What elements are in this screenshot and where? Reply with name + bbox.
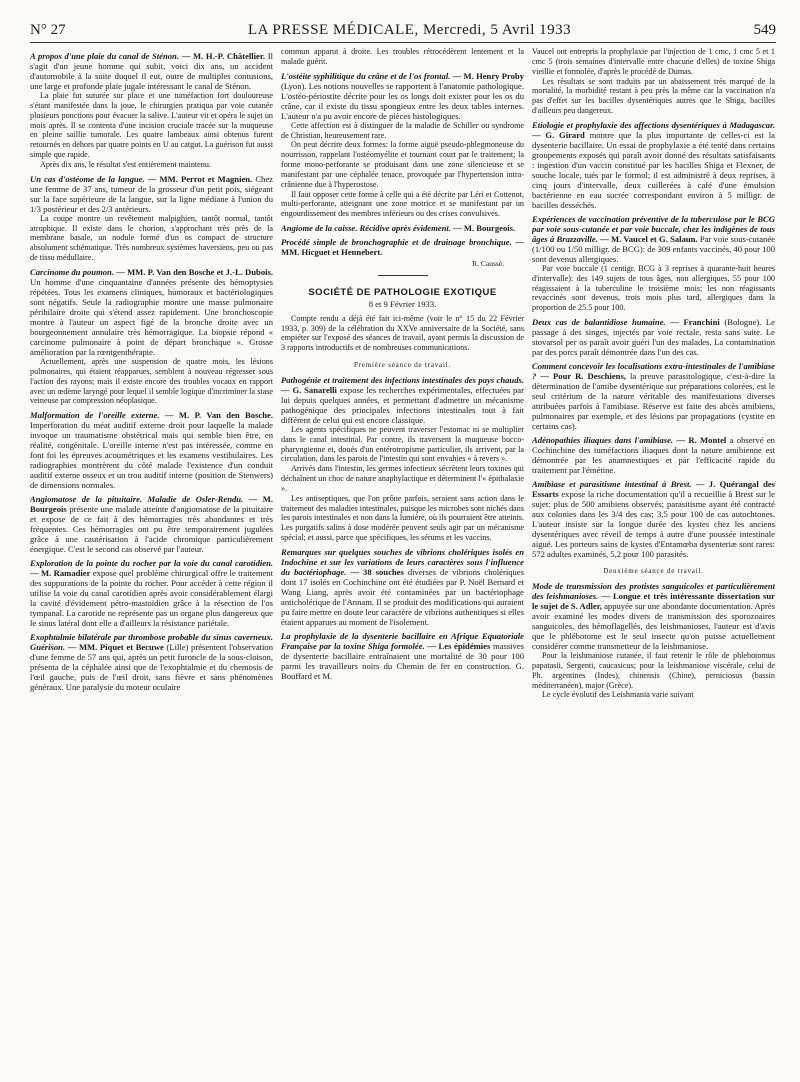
article-text: expose quel problème chirurgical offre le traitement des suppurations de la pointe du rocher. Pour accéder à cette région il utilise la voie du canal carotidien après avoir considérablement élargi la cavité d'évidement pétro-mastoïdien grâce à la résection de l'os tympanal. La carotide ne représente pas un organe plus dangereux que le sinus latéral dont elle a d'ailleurs la résistance pariétale. [30,568,273,629]
article-title: Expériences de vaccination préventive de la tuberculose par le BCG par voie sous-cutanée et par voie buccale, chez les indigènes de tous âges à Brazzaville. [532,213,775,244]
article-text: (Lyon). Les notions nouvelles se rapportent à l'anatomie pathologique. L'ostéo-périostite décrite pour les os longs doit exister pour les os du crâne, car il existe du tissu spongieux entre les deux tables internes. L'auteur n'a pu avoir encore de pièces histologiques. [281,80,524,121]
article-title: Etiologie et prophylaxie des affections dysentériques à Madagascar. [532,119,775,130]
article-text: Il s'agit d'un jeune homme qui subit, voici dix ans, un accident d'automobile à la suite duquel il eut, outre de multiples contusions, une large et profonde plaie jugale intéressant le canal de Sténon. [30,51,273,91]
article-authors: — M. H.-P. Châtellier. [181,51,266,61]
article-exophtalmie [30,632,273,692]
article-localisations-amibiase [532,361,775,431]
article-text: présente une malade atteinte d'angiomatose de la pituitaire et expose de ce fait à des hémorragies très abondantes et très fréquentes. Ces hémorragies ont pu être temporairement jugulées grâce à une cautérisation à l'acide chromique particulièrement énergique. C'est le second cas observé par l'auteur. [30,504,273,555]
article-authors: — 38 souches [350,567,404,577]
article-madagascar [532,120,775,210]
article-text: montre que la plus importante de celles-ci est la dysenterie bacillaire. Un essai de prophylaxie a été tenté dans certains groupements exposés qui paraît avoir donné des résultats satisfaisants : ingestion d'un vaccin constitué par les bacilles Shiga et Flexner, de souche locale, tués par le formol; il est administré à deux reprises, à cinq jours d'intervalle, deux cuillerées à café d'une émulsion bactérienne en eau sucrée correspondant environ à 5 milligr. de bacilles desséchés. [532,129,775,210]
article-title: Angiome de la caisse. Récidive après évidement. [281,223,451,234]
session-heading: Première séance de travail. [353,361,451,370]
article-title: Un cas d'ostéome de la langue. [30,173,145,184]
article-text: la preuve parasitologique, c'est-à-dire la détermination de l'amibe dysentérique sur préparations colorées, est le seul critérium de la nature véritable des manifestations diverses attribuées parfois à l'amibiase. Réserve est faite des abcès amibiens, pulmonaires par exemple, et des lésions par propagations (cystite en certains cas). [532,371,775,432]
article-authors: — Franchini [670,317,720,328]
article-pointe-rocher [30,558,273,628]
article-vibrions-choleriques [281,547,524,627]
columns [30,47,776,1077]
article-text: Un homme d'une cinquantaine d'années présente des hémoptysies répétées. Tous les examens cliniques, humoraux et bactériologiques sont négatifs. Seule la radiographie montre une masse pulmonaire périhilaire droite qui s'étend assez rapidement. Une bronchoscopie montre à l'auteur un aspect figé de la bronche droite avec un bourgeonnement annulaire très hémorragique. La biopsie répond « carcinome pulmonaire à point de départ bronchique ». Grosse amélioration par la rœntgenthérapie. [30,276,273,357]
article-authors: — MM. P. Van den Bosche et J.-L. Dubois. [116,266,273,277]
article-authors: — Les épidémies [427,641,491,651]
article-authors: — M. Bourgeois [30,494,273,515]
article-title: Exploration de la pointe du rocher par la voie du canal carotidien. [30,558,273,569]
article-title: Angiomatose de la pituitaire. Maladie de Osler-Rendu. [30,494,244,505]
article-bronchographie [281,237,524,257]
article-balantidiose [532,317,775,357]
column-3 [532,47,775,1077]
society-date: 8 et 9 Février 1933. [368,298,437,309]
article-text: Après dix ans, le résultat s'est entièrement maintenu. [40,159,211,169]
article-adenopathies [532,435,775,475]
article-text: Vaucel ont entrepris la prophylaxie par l'injection de 1 cmc, 1 cmc 5 et 1 cmc 5 (trois semaines d'intervalle entre chacune d'elles) de toxine Shiga vieillie et formolée, d'après le procédé de Dumas. [532,47,775,76]
article-text: expose les recherches expérimentales, effectuées par lui depuis quelques années, et permettant d'admettre un mécanisme pathogénique des principales infections intestinales tout à fait différent de celui qui est encore classique. [281,384,524,425]
article-osteite-syphilitique [281,71,524,219]
article-title: Mode de transmission des protistes sanguicoles et particulièrement des leishmanioses. [532,580,775,601]
article-authors: — G. Sanarelli [281,384,337,395]
article-title: L'ostéite syphilitique du crâne et de l'os frontal. [281,70,451,81]
article-carcinome-poumon [30,267,273,406]
article-text: massives de dysenterie bacillaire entraînaient une mortalité de 30 pour 100 parmi les travailleurs noirs du Chemin de fer en construction. G. Bouffard et M. [281,641,524,681]
article-text: Par voie buccale (1 centigr. BCG à 3 reprises à quarante-huit heures d'intervalle): des 149 sujets de tous âges, non allergiques, 55 pour 100 réagissaient à la tuberculine le troisième mois; les non réagissants revaccinés sont devenus, trois mois plus tard, allergiques dans la proportion de 25.5 pour 100. [532,263,775,313]
article-authors: — Pour R. Deschiens, [540,371,626,382]
article-text: Les antiseptiques, que l'on prône parfois, seraient sans action dans le traitement des maladies intestinales, puisque les microbes sont nichés dans les parois intestinales et non dans la lumière, où ils pourraient être atteints. Les purgatifs salins à dose modérée peuvent seuls agir par un mécanisme spécial; et aussi, parce que spécifiques, les sérums et les vaccins. [281,493,524,543]
article-title: Deux cas de balantidiose humaine. [532,317,666,328]
article-authors: — MM. Perrot et Magnien. [147,173,253,184]
article-text: La coupe montre un revêtement malpighien, tantôt normal, tantôt atrophique. Il existe dans le chorion, s'approchant très près de la membrane basale, un nodule formé d'un os compact de structure absolument schématique. Très nombreux systèmes haversiens, peu ou pas de tissu médullaire. [30,213,273,263]
article-text: On peut décrire deux formes: la forme aiguë pseudo-phlegmoneuse du nourrisson, rappelant l'ostéomyélite et tournant court par le traitement; la forme mono-perforante se produisant dans une zone silencieuse et se manifestant par une céphalée tenace, provoquée par l'hypertension intra-crânienne due à l'hyperostose. [281,140,524,189]
article-authors: — G. Girard [532,129,585,140]
article-title: Malformation de l'oreille externe. [30,410,160,421]
page-number: 549 [753,22,776,38]
article-authors: — M. P. Van den Bosche. [164,410,273,421]
article-title: Carcinome du poumon. [30,266,114,277]
article-text: Compte rendu a déjà été fait ici-même (voir le n° 15 du 22 Février 1933, p. 309) de la célébration du XXVe anniversaire de la Société, sans empiéter sur l'exposé des séances de travail, ayant permis la discussion de 3 rapports introductifs et de nombreuses communications. [281,313,524,353]
article-osteome-langue [30,174,273,263]
article-text: Les résultats se sont traduits par un abaissement très marqué de la mortalité, la morbidité restant à peu près la même car la vaccination n'a pas d'effet sur les bacilles dysentériques autres que le Shiga, bacilles d'ailleurs peu dangereux. [532,76,775,116]
article-authors: — J. Quérangal des Essarts [532,479,775,500]
article-text: a observé en Cochinchine des tuméfactions iliaques dont la nature amibienne est démontrée par les anamnestiques et par l'efficacité rapide du traitement par l'émétine. [532,435,775,476]
article-text: Imperforation du méat auditif externe droit pour laquelle la malade invoque un traumatisme obstétrical mais qui semble bien être, en réalité, congénitale. L'oreille interne n'est pas intéressée, comme en font foi les épreuves acoumétriques et les examens vestibulaires. Les radiographies montrèrent du côté malade l'existence d'un conduit auditif externe osseux et un trou auditif interne (position de Stenwers) de dimensions normales. [30,420,273,491]
article-authors: — M. Vaucel et G. Salaun. [600,233,698,244]
article-text: (Lille) présentent l'observation d'une femme de 57 ans qui, après un petit furoncle de la sous-cloison, présenta de la céphalée ainsi que de l'exophtalmie et du chemosis de l'œil gauche, puis de l'œil droit, sans fièvre et sans phénomènes généraux. Une paralysie du moteur oculaire [30,642,273,693]
article-authors: — Longue et très intéressante dissertation sur le sujet de S. Adler, [532,590,775,611]
article-title: Exophtalmie bilatérale par thrombose probable du sinus caverneux. Guérison. [30,632,273,653]
society-heading: SOCIÉTÉ DE PATHOLOGIE EXOTIQUE [308,286,497,298]
article-angiome-caisse [281,223,524,233]
article-title: A propos d'une plaie du canal de Sténon. [30,51,179,61]
article-bcg-brazzaville [532,214,775,313]
article-title: Procédé simple de bronchographie et de drainage bronchique. [281,237,512,248]
article-dysenterie-aef [281,631,524,681]
article-infections-intestinales [281,375,524,543]
article-text: Le cycle évolutif des Leishmania varie suivant [542,690,694,700]
article-plaie-stenon [30,51,273,170]
article-authors: — M. Henry Proby [452,70,524,81]
article-leishmanioses [532,581,775,700]
article-text: Actuellement, après une suspension de quatre mois, les lésions pulmonaires, qui étaient réapparues, semblent à nouveau régresser sous l'action des rayons; mais il existe encore des troubles vocaux en rapport avec un œdème laryngé pour lequel il semble logique d'incriminer la stase veineuse par compression néoplasique. [30,356,273,406]
article-text: Les agents spécifiques ne peuvent traverser l'estomac ni se multiplier dans le canal intestinal. Par contre, ils traversent la muqueuse bucco-pharyngienne et, doués d'un entérotropisme particulier, ils arrivent, par la circulation, dans les parois de l'intestin qui sont envahies « à revers ». [281,424,524,464]
article-amibiase-brest [532,479,775,559]
article-text: Cette affection est à distinguer de la maladie de Schiller ou syndrome de Christian, heureusement rare. [281,120,524,140]
page-header [30,22,776,43]
article-title: Pathogénie et traitement des infections intestinales des pays chauds. [281,374,524,385]
article-text: (Bologne). Le passage à des singes, injectés par voie rectale, resta sans suite. Le stovarsol per os paraît avoir guéri l'un des malades. La contamination par des porcs paraît démontrée dans l'un des cas. [532,317,775,358]
article-authors: — M. Ramadier [30,568,91,579]
session-heading: Deuxième séance de travail. [603,567,704,576]
column-2 [281,47,524,1077]
article-angiomatose-pituitaire [30,494,273,554]
article-text: diverses de vibrions cholériques dont 17 isolés en Cochinchine ont été étudiées par P. Noël Bernard et Wang Liang, après avoir été contaminées par un bactériophage anticholérique de l'Annam. Il se produit des modifications qui auraient pu faire mettre en doute leur caractère de vibrions authentiques si elles étaient apparues au moment de l'isolement. [281,567,524,627]
article-text: appuyée sur une abondante documentation. Après avoir examiné les modes divers de transmission des sporozoaires sanguicoles, des hémoflagellés, des leishmanioses, l'auteur est d'avis que le phlébotome est le seul insecte qu'on puisse actuellement considérer comme transmetteur de la leishmaniose. [532,600,775,651]
signature: R. Caussé. [472,259,504,269]
article-title: Remarques sur quelques souches de vibrions cholériques isolés en Indochine et sur les variations de leurs caractères sous l'influence du bactériophage. [281,547,524,577]
masthead-title: LA PRESSE MÉDICALE, Mercredi, 5 Avril 1933 [247,22,572,38]
article-title: La prophylaxie de la dysenterie bacillaire en Afrique Equatoriale Française par la toxine Shiga formolée. [281,631,524,651]
article-text: Par voie sous-cutanée (1/100 ou 1/50 milligr. de BCG): de 309 enfants vaccinés, 40 pour 100 sont devenus allergiques. [532,233,775,264]
issue-number: N° 27 [30,22,66,38]
article-title: Adénopathies iliaques dans l'amibiase. [532,435,674,446]
article-text: Pour la leishmaniose cutanée, il faut retenir le rôle de phlebotomus papatasii, Sergenti, caucasicus; pour la leishmaniose viscérale, celui de Ph. argentines (Indes), chinensis (Chine), perniciosus (bassin méditerranéen), major (Grèce). [532,650,775,690]
article-authors: — MM. Piquet et Becuwe [67,642,164,653]
article-text: Il faut opposer cette forme à celle qui a été décrite par Léri et Cottenot, multi-perforante, atteignant une zone motrice et se manifestant par un engourdissement des membres inférieurs ou des crises convulsives. [281,189,524,219]
article-text: Arrivés dans l'intestin, les germes infectieux sécrètent leurs toxines qui déchaînent un choc de nature anaphylactique et déterminent l'« épithalaxie ». [281,464,524,493]
section-divider [378,275,428,276]
article-text: Chez une femme de 37 ans, tumeur de la grosseur d'un petit pois, siégeant sur la face supérieure de la langue, sur la ligne médiane à l'union du 1/3 postérieur et des 2/3 antérieurs. [30,173,273,214]
article-title: Amibiase et parasitisme intestinal à Brest. [532,479,692,490]
article-authors: — MM. Hicguet et Hennebert. [281,237,524,258]
article-authors: — M. Bourgeois. [453,223,516,234]
article-malformation-oreille [30,410,273,490]
article-title: Comment concevoir les localisations extra-intestinales de l'amibiase ? [532,361,775,382]
article-text: commun apparut à droite. Les troubles rétrocédèrent lentement et la malade guérit. [281,47,524,66]
article-authors: — R. Montel [676,435,727,446]
column-1 [30,47,273,1077]
article-text: expose la riche documentation qu'il a recueillie à Brest sur le sujet: plus de 500 amibiens observés; parasitisme ayant été contracté aux colonies dans les 3/4 des cas; 3,5 pour 100 de cas autochtones. L'auteur insiste sur la longue durée des kystes chez les anciens dysentériques avec réveil de temps à autre d'une poussée intestinale aiguë. Les porteurs sains de kystes d'Entamœba dysenteriæ sont rares: 572 adultes examinés, 5,2 pour 100 parasités. [532,489,775,560]
article-text: La plaie fut suturée sur place et une tuméfaction fort douloureuse s'étant manifestée dans la joue, le chirurgien pratiqua par voie cutanée plusieurs ponctions pour évacuer la salive. L'auteur vit et opéra le sujet un mois après. Il se contenta d'une incision cruciale tracée sur la muqueuse en pleine saillie tumorale. Les quatre lambeaux ainsi obtenus furent retournés en dehors par quatre points en U au catgut. La guérison fut aussi simple que rapide. [30,91,273,160]
